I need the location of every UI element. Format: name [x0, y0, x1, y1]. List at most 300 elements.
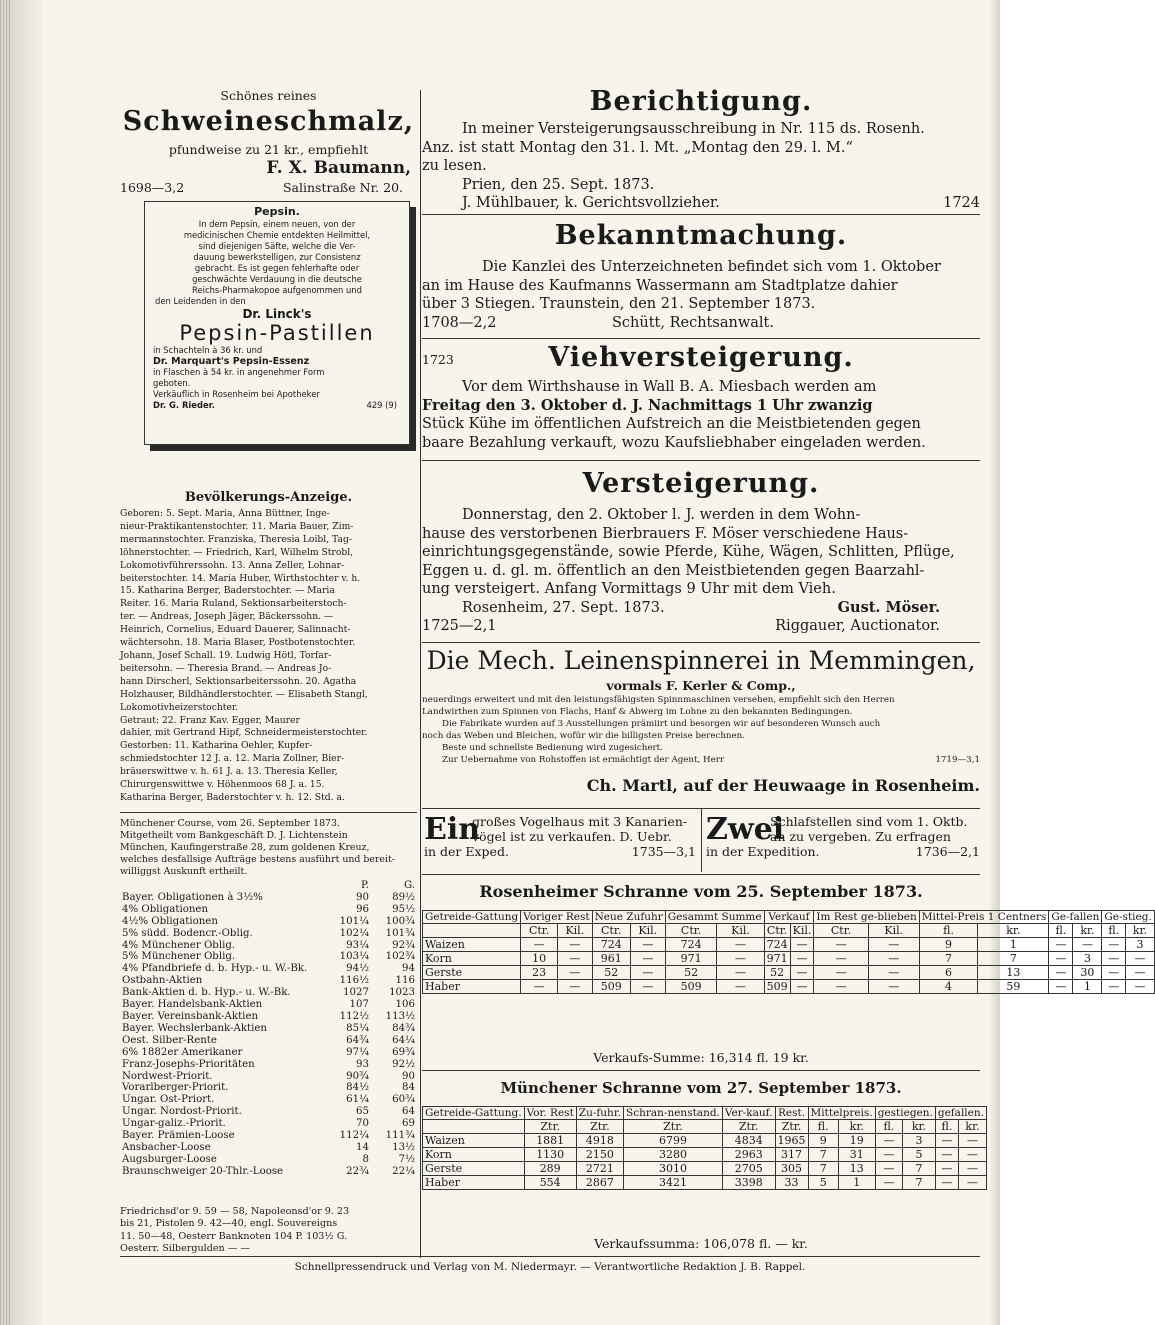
ms-cell: —	[875, 1134, 902, 1148]
course-tail-line: Friedrichsd'or 9. 59 — 58, Napoleonsd'or 9. 23	[120, 1206, 350, 1217]
rs-cell: —	[1126, 980, 1155, 994]
ein-line: vögel ist zu verkaufen. D. Uebr.	[472, 829, 672, 844]
course-p: 65	[356, 1106, 369, 1118]
course-header-row	[120, 880, 417, 892]
versteigerung-sign2: Riggauer, Auctionator.	[775, 618, 940, 634]
schmalz-ad-line1: Schönes reines	[220, 88, 317, 103]
course-g: 101¾	[385, 927, 415, 939]
rs-cell: —	[521, 938, 558, 952]
rs-cell: —	[630, 952, 665, 966]
ms-row	[423, 1176, 987, 1190]
rs-cell: —	[717, 966, 764, 980]
ad-divider	[701, 808, 702, 872]
rs-cell: —	[1049, 980, 1073, 994]
bekanntmachung-line: an im Hause des Kaufmanns Wassermann am Stadtplatze dahier	[422, 277, 898, 294]
zwei-line: Schlafstellen sind vom 1. Oktb.	[770, 814, 968, 829]
rs-cell: 7	[978, 952, 1049, 966]
rs-cell: 971	[665, 952, 717, 966]
rs-cell: —	[1102, 980, 1126, 994]
course-g: 94	[402, 963, 415, 975]
course-p: 101¼	[339, 915, 369, 927]
ms-header: Zu-fuhr.	[576, 1107, 623, 1120]
course-g: 92½	[392, 1058, 415, 1070]
bevoelkerung-line: Lokomotivführerssohn. 13. Anna Zeller, Lohnar-	[120, 559, 345, 571]
ms-cell: —	[959, 1162, 987, 1176]
rs-cell: Haber	[423, 980, 521, 994]
rs-cell: —	[814, 966, 868, 980]
course-name: Ungar. Nordost-Priorit.	[122, 1106, 242, 1118]
ms-cell: Korn	[423, 1148, 525, 1162]
ms-cell: —	[935, 1134, 958, 1148]
course-row	[120, 1082, 417, 1094]
rs-header: Ge-fallen	[1049, 911, 1102, 924]
rs-unit: Ctr.	[521, 924, 558, 938]
bevoelkerung-line: Chirurgenswittwe v. Höhenmoos 68 J. a. 15.	[120, 779, 325, 791]
pepsin-text-2	[145, 345, 409, 411]
bekanntmachung-line: über 3 Stiegen. Traunstein, den 21. September 1873.	[422, 296, 816, 312]
ms-unit: kr.	[838, 1120, 875, 1134]
bevoelkerung-text	[120, 508, 417, 805]
course-p: 97¼	[346, 1046, 369, 1058]
course-p: 107	[349, 999, 369, 1011]
rs-cell: —	[717, 952, 764, 966]
ein-big: Ein	[424, 812, 481, 847]
rs-cell: —	[521, 980, 558, 994]
book-binding	[0, 0, 42, 1325]
vieh-line: Stück Kühe im öffentlichen Aufstreich an die Meistbietenden gegen	[422, 416, 921, 432]
ms-cell: 2721	[576, 1162, 623, 1176]
leinen-agent: Ch. Martl, auf der Heuwaage in Rosenheim.	[586, 776, 980, 795]
rs-header: Ge-stieg.	[1102, 911, 1154, 924]
rs-unit: fl.	[1049, 924, 1073, 938]
rs-cell: 509	[665, 980, 717, 994]
rs-cell: 10	[521, 952, 558, 966]
rs-row	[423, 952, 1155, 966]
course-row	[120, 1106, 417, 1118]
ms-cell: 7	[903, 1176, 936, 1190]
course-name: Bayer. Handelsbank-Aktien	[122, 999, 263, 1011]
ms-cell: 5	[808, 1176, 838, 1190]
bevoelkerung-line: ter. — Andreas, Joseph Jäger, Bäckerssohn. —	[120, 611, 334, 623]
rs-cell: 7	[919, 952, 978, 966]
leinen-line: Landwirthen zum Spinnen von Flachs, Hanf & Abwerg im Lohne zu den bekannten Bedingungen.	[422, 707, 853, 717]
rs-unit: Ctr.	[592, 924, 630, 938]
course-name: Ungar-galiz.-Priorit.	[122, 1118, 226, 1130]
ms-cell: 19	[838, 1134, 875, 1148]
leinen-line: noch das Weben und Bleichen, wofür wir die billigsten Preise berechnen.	[422, 731, 746, 741]
course-row	[120, 904, 417, 916]
course-name: Bayer. Obligationen à 3½%	[122, 891, 263, 903]
rs-cell: 724	[592, 938, 630, 952]
rosenheim-schranne-title: Rosenheimer Schranne vom 25. September 1873.	[479, 882, 923, 901]
ms-header-row	[423, 1107, 987, 1120]
bekanntmachung-text	[422, 258, 980, 332]
ms-cell: —	[959, 1134, 987, 1148]
course-p: 84½	[346, 1082, 369, 1094]
rosenheim-schranne-table	[422, 910, 1155, 994]
course-row	[120, 1071, 417, 1083]
rs-cell: —	[790, 952, 814, 966]
footer-rule	[120, 1256, 980, 1257]
versteigerung-line: hause des verstorbenen Bierbrauers F. Möser verschiedene Haus-	[422, 525, 909, 542]
course-name: 4% Münchener Oblig.	[122, 939, 236, 951]
course-g: 84	[402, 1082, 415, 1094]
rs-unit: fl.	[919, 924, 978, 938]
berichtigung-line: zu lesen.	[422, 158, 487, 174]
ms-unit-blank	[423, 1120, 525, 1134]
course-g: 111¾	[385, 1130, 415, 1142]
ms-header: Getreide-Gattung.	[423, 1107, 525, 1120]
ms-unit: Ztr.	[722, 1120, 775, 1134]
course-name: Franz-Josephs-Prioritäten	[122, 1058, 255, 1070]
course-p: 93¼	[346, 939, 369, 951]
rs-cell: —	[558, 980, 593, 994]
pepsin-line: In dem Pepsin, einem neuen, von der	[198, 219, 356, 229]
pepsin-line: medicinischen Chemie entdekten Heilmittel,	[183, 230, 371, 240]
course-row	[120, 987, 417, 999]
rule	[422, 874, 980, 875]
course-name: Ungar. Ost-Priort.	[122, 1094, 215, 1106]
bevoelkerung-line: mermannstochter. Franziska, Theresia Loibl, Tag-	[120, 533, 352, 545]
pepsin-seller: Dr. G. Rieder.	[153, 400, 215, 410]
schmalz-ad-address: Salinstraße Nr. 20.	[282, 180, 403, 195]
rs-cell: —	[1102, 938, 1126, 952]
rs-unit: kr.	[1073, 924, 1102, 938]
bevoelkerung-line: Geboren: 5. Sept. Maria, Anna Büttner, Inge-	[120, 508, 330, 519]
rs-cell: 971	[764, 952, 790, 966]
bevoelkerung-line: Katharina Berger, Baderstochter v. h. 12. Std. a.	[120, 791, 345, 803]
course-name: Bayer. Prämien-Loose	[122, 1130, 235, 1142]
ein-ad	[424, 814, 696, 859]
course-row	[120, 928, 417, 940]
rs-cell: —	[1049, 952, 1073, 966]
course-p: 93	[356, 1058, 369, 1070]
course-row	[120, 1130, 417, 1142]
ms-cell: 2867	[576, 1176, 623, 1190]
rs-cell: 1	[1073, 980, 1102, 994]
rs-cell: —	[790, 966, 814, 980]
rs-cell: —	[558, 952, 593, 966]
pepsin-seller-row	[153, 400, 409, 411]
rs-cell: 724	[665, 938, 717, 952]
pepsin-line: sind diejenigen Säfte, welche die Ver-	[198, 241, 356, 251]
versteigerung-text	[422, 506, 980, 636]
course-g: 113½	[385, 1010, 415, 1022]
leinen-title: Die Mech. Leinenspinnerei in Memmingen,	[426, 646, 976, 675]
ms-cell: 9	[808, 1134, 838, 1148]
bevoelkerung-line: bräuerswittwe v. h. 61 J. a. 13. Theresia Keller,	[120, 766, 338, 778]
course-p: 103¼	[339, 951, 369, 963]
pepsin-line: geschwächte Verdauung in die deutsche	[192, 274, 362, 284]
versteigerung-ref: 1725—2,1	[422, 618, 497, 634]
vieh-title: Viehversteigerung.	[548, 342, 854, 373]
course-p: 112½	[339, 1010, 369, 1022]
course-g: 22¼	[392, 1165, 415, 1177]
versteigerung-line: Donnerstag, den 2. Oktober l. J. werden in dem Wohn-	[462, 507, 861, 523]
rs-cell: —	[1126, 966, 1155, 980]
bevoelkerung-line: Reiter. 16. Maria Ruland, Sektionsarbeiterstoch-	[120, 598, 347, 610]
ms-cell: 1130	[524, 1148, 576, 1162]
rs-row	[423, 966, 1155, 980]
course-name: Vorarlberger-Priorit.	[122, 1082, 229, 1094]
ms-cell: —	[875, 1148, 902, 1162]
ms-cell: 4918	[576, 1134, 623, 1148]
rs-unit: Ctr.	[665, 924, 717, 938]
course-g: 100¾	[385, 915, 415, 927]
leinen-agent-row	[422, 754, 980, 766]
course-tail-line: 11. 50—48, Oesterr Banknoten 104 P. 103½ G.	[120, 1230, 348, 1242]
rs-unit-row	[423, 924, 1155, 938]
course-p: 96	[356, 903, 369, 915]
course-name: 4% Pfandbriefe d. b. Hyp.- u. W.-Bk.	[122, 963, 308, 975]
pepsin-line: geboten.	[153, 378, 191, 388]
ms-cell: 3398	[722, 1176, 775, 1190]
ms-cell: 554	[524, 1176, 576, 1190]
bevoelkerung-line: löhnerstochter. — Friedrich, Karl, Wilhelm Strobl,	[120, 546, 354, 558]
course-row	[120, 975, 417, 987]
leinen-ref: 1719—3,1	[935, 755, 980, 765]
bevoelkerung-line: wächtersohn. 18. Maria Blaser, Postbotenstochter.	[120, 637, 356, 649]
pepsin-text-1	[145, 219, 409, 307]
schmalz-ad-name: F. X. Baumann,	[266, 158, 411, 178]
course-g: 60¾	[392, 1094, 415, 1106]
course-intro-line: Münchener Course, vom 26. September 1873.	[120, 818, 340, 829]
ms-cell: 4834	[722, 1134, 775, 1148]
course-tail	[120, 1206, 417, 1255]
bevoelkerung-line: beiterstochter. 14. Maria Huber, Wirthstochter v. h.	[120, 572, 361, 584]
column-divider	[420, 90, 421, 1258]
ms-unit: Ztr.	[576, 1120, 623, 1134]
ms-cell: 1965	[775, 1134, 808, 1148]
course-p: 102¼	[339, 927, 369, 939]
course-p: 94½	[346, 963, 369, 975]
ms-header: gestiegen.	[875, 1107, 935, 1120]
rs-cell: 59	[978, 980, 1049, 994]
rs-unit: fl.	[1102, 924, 1126, 938]
ein-line: großes Vogelhaus mit 3 Kanarien-	[472, 814, 688, 829]
ms-cell: 3421	[624, 1176, 723, 1190]
course-row	[120, 1047, 417, 1059]
ms-cell: 7	[808, 1148, 838, 1162]
rs-cell: —	[630, 938, 665, 952]
ms-unit: fl.	[875, 1120, 902, 1134]
bevoelkerung-line: Gestorben: 11. Katharina Oehler, Kupfer-	[120, 740, 313, 752]
ms-cell: —	[935, 1148, 958, 1162]
course-g: 69¾	[392, 1046, 415, 1058]
rs-cell: 52	[665, 966, 717, 980]
course-row	[120, 940, 417, 952]
ms-header: Mittelpreis.	[808, 1107, 875, 1120]
course-name: Bank-Aktien d. b. Hyp.- u. W.-Bk.	[122, 987, 291, 999]
rs-unit: Kil.	[717, 924, 764, 938]
ms-cell: 3280	[624, 1148, 723, 1162]
rs-unit: kr.	[1126, 924, 1155, 938]
ms-unit: kr.	[959, 1120, 987, 1134]
rs-cell: —	[717, 980, 764, 994]
rs-cell: —	[1049, 938, 1073, 952]
versteigerung-sign-row	[422, 617, 980, 636]
rs-row	[423, 938, 1155, 952]
rs-header: Getreide-Gattung	[423, 911, 521, 924]
ms-cell: 317	[775, 1148, 808, 1162]
course-name: Bayer. Wechslerbank-Aktien	[122, 1022, 267, 1034]
ms-header: Vor. Rest	[524, 1107, 576, 1120]
ms-cell: 1	[838, 1176, 875, 1190]
leinen-line: Beste und schnellste Bedienung wird zugesichert.	[442, 743, 663, 753]
course-p: 64¾	[346, 1034, 369, 1046]
bevoelkerung-line: nieur-Praktikantenstochter. 11. Maria Bauer, Zim-	[120, 520, 354, 532]
rule	[422, 338, 980, 339]
rs-cell: 52	[764, 966, 790, 980]
course-name: Ostbahn-Aktien	[122, 975, 203, 987]
ms-cell: —	[959, 1148, 987, 1162]
rosenheim-schranne-total: Verkaufs-Summe: 16,314 fl. 19 kr.	[593, 1050, 809, 1065]
rs-header: Neue Zufuhr	[592, 911, 665, 924]
course-header-p: P.	[360, 880, 369, 891]
versteigerung-title: Versteigerung.	[582, 468, 820, 499]
leinen-line: neuerdings erweitert und mit den leistungsfähigsten Spinnmaschinen versehen, empfiehlt sich den Herren	[422, 695, 895, 705]
rs-cell: —	[814, 938, 868, 952]
course-p: 116½	[339, 975, 369, 987]
course-g: 116	[395, 975, 415, 987]
ms-cell: —	[959, 1176, 987, 1190]
course-g: 102¾	[385, 951, 415, 963]
pepsin-line: Dr. Marquart's Pepsin-Essenz	[153, 356, 310, 367]
course-header-label	[120, 880, 329, 892]
ms-unit: Ztr.	[624, 1120, 723, 1134]
rs-cell: Korn	[423, 952, 521, 966]
pepsin-line: Verkäuflich in Rosenheim bei Apotheker	[153, 389, 320, 399]
rs-cell: —	[1073, 938, 1102, 952]
ms-unit: kr.	[903, 1120, 936, 1134]
rs-cell: 3	[1073, 952, 1102, 966]
course-g: 64¼	[392, 1034, 415, 1046]
rs-header: Voriger Rest	[521, 911, 592, 924]
ms-cell: —	[935, 1162, 958, 1176]
rule	[120, 812, 417, 813]
course-row	[120, 1154, 417, 1166]
course-g: 90	[402, 1070, 415, 1082]
rs-cell: 1	[978, 938, 1049, 952]
bevoelkerung-line: Johann, Josef Schall. 19. Ludwig Hötl, Torfar-	[120, 649, 332, 661]
ms-cell: 6799	[624, 1134, 723, 1148]
course-p: 70	[356, 1118, 369, 1130]
course-p: 85¼	[346, 1022, 369, 1034]
course-g: 95½	[392, 903, 415, 915]
course-name: Nordwest-Priorit.	[122, 1070, 213, 1082]
zwei-last: in der Expedition.	[706, 844, 820, 859]
berichtigung-ref: 1724	[943, 195, 980, 211]
course-row	[120, 1142, 417, 1154]
course-g: 92¾	[392, 939, 415, 951]
course-row	[120, 963, 417, 975]
leinen-line: Die Fabrikate wurden auf 3 Ausstellungen prämiirt und besorgen wir auf besonderen Wunsch auch	[442, 719, 881, 729]
ms-cell: 289	[524, 1162, 576, 1176]
course-tail-line: bis 21, Pistolen 9. 42—40, engl. Souvereigns	[120, 1218, 338, 1230]
bekanntmachung-sign-row	[422, 314, 980, 333]
bevoelkerung-line: hann Dirscherl, Sektionsarbeiterssohn. 20. Agatha	[120, 675, 357, 687]
rule	[422, 642, 980, 643]
course-g: 64	[402, 1106, 415, 1118]
rs-cell: —	[868, 938, 919, 952]
berichtigung-title: Berichtigung.	[589, 86, 813, 117]
course-row	[120, 1118, 417, 1130]
course-p: 90	[356, 891, 369, 903]
course-g: 69	[402, 1118, 415, 1130]
schmalz-ad-line3: pfundweise zu 21 kr., empfiehlt	[168, 142, 369, 157]
zwei-last-row	[706, 844, 980, 859]
ms-cell: Waizen	[423, 1134, 525, 1148]
rs-unit: Kil.	[558, 924, 593, 938]
ms-cell: 2963	[722, 1148, 775, 1162]
course-row	[120, 1011, 417, 1023]
course-row	[120, 999, 417, 1011]
schmalz-ad-title: Schweineschmalz,	[122, 106, 415, 137]
rs-cell: —	[868, 952, 919, 966]
pepsin-line: gebracht. Es ist gegen fehlerhafte oder	[194, 263, 360, 273]
course-intro-line: welches desfallsige Aufträge bestens ausführt und bereit-	[120, 854, 395, 865]
footer-imprint: Schnellpressendruck und Verlag von M. Niedermayr. — Verantwortliche Redaktion J. B. Rappel.	[294, 1261, 806, 1273]
zwei-big: Zwei	[706, 812, 785, 847]
vieh-ref: 1723	[422, 352, 454, 367]
versteigerung-line: einrichtungsgegenstände, sowie Pferde, Kühe, Wägen, Schlitten, Pflüge,	[422, 544, 955, 560]
course-row	[120, 951, 417, 963]
rs-cell: —	[868, 980, 919, 994]
ms-unit: fl.	[808, 1120, 838, 1134]
course-name: Augsburger-Loose	[122, 1153, 217, 1165]
pepsin-product: Pepsin-Pastillen	[179, 321, 375, 345]
pepsin-title: Pepsin.	[254, 205, 300, 218]
course-name: Ansbacher-Loose	[122, 1141, 211, 1153]
rs-cell: —	[558, 938, 593, 952]
bekanntmachung-sign: Schütt, Rechtsanwalt.	[612, 314, 774, 331]
rs-cell: —	[630, 980, 665, 994]
course-row	[120, 1166, 417, 1178]
ms-cell: 1881	[524, 1134, 576, 1148]
ein-ref: 1735—3,1	[631, 844, 696, 859]
course-name: 6% 1882er Amerikaner	[122, 1046, 243, 1058]
ms-unit: fl.	[935, 1120, 958, 1134]
rs-unit: Kil.	[630, 924, 665, 938]
rs-cell: 30	[1073, 966, 1102, 980]
zwei-line: an zu vergeben. Zu erfragen	[770, 829, 951, 844]
bevoelkerung-line: 15. Katharina Berger, Baderstochter. — Maria	[120, 585, 335, 597]
course-g: 13½	[392, 1141, 415, 1153]
course-name: 5% Münchener Oblig.	[122, 951, 236, 963]
ms-header: gefallen.	[935, 1107, 986, 1120]
rs-cell: Gerste	[423, 966, 521, 980]
rs-cell: 13	[978, 966, 1049, 980]
bekanntmachung-line: Die Kanzlei des Unterzeichneten befindet sich vom 1. Oktober	[482, 259, 941, 275]
rs-header: Im Rest ge-blieben	[814, 911, 919, 924]
rs-cell: 724	[764, 938, 790, 952]
bevoelkerung-line: Heinrich, Cornelius, Eduard Dauerer, Salinnacht-	[120, 624, 351, 636]
course-row	[120, 1094, 417, 1106]
ms-cell: 3	[903, 1134, 936, 1148]
leinen-line: Zur Uebernahme von Rohstoffen ist ermächtigt der Agent, Herr	[442, 755, 725, 765]
course-name: Braunschweiger 20-Thlr.-Loose	[122, 1165, 284, 1177]
leinen-subtitle: vormals F. Kerler & Comp.,	[606, 678, 796, 693]
pepsin-line: dauung bewerkstelligen, zur Consistenz	[193, 252, 361, 262]
bevoelkerung-line: Lokomotivheizerstochter.	[120, 701, 239, 713]
ms-row	[423, 1162, 987, 1176]
course-p: 1027	[343, 987, 369, 999]
rs-cell: —	[790, 980, 814, 994]
rs-cell: —	[558, 966, 593, 980]
course-row	[120, 1059, 417, 1071]
rs-cell: 3	[1126, 938, 1155, 952]
rs-header: Mittel-Preis 1 Centners	[919, 911, 1049, 924]
